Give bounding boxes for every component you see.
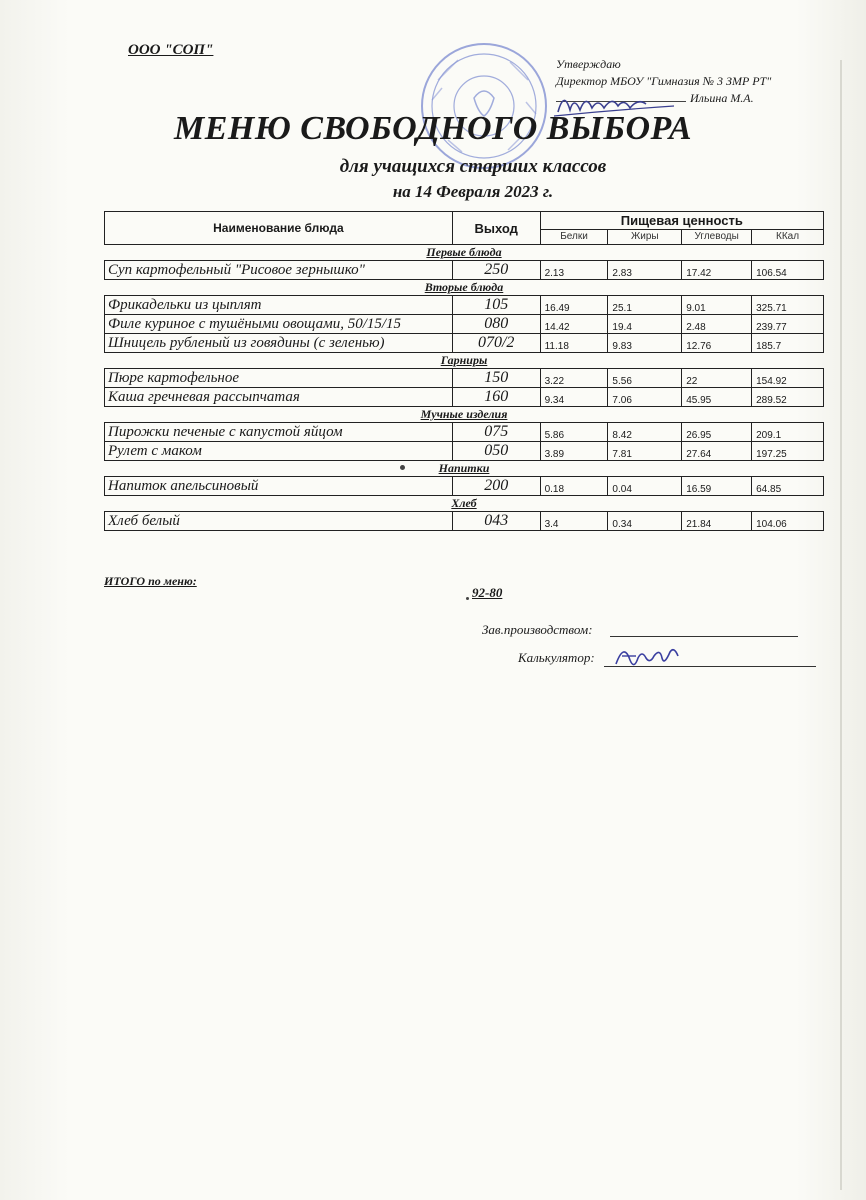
dish-name: Каша гречневая рассыпчатая (105, 388, 453, 407)
header-carbs: Углеводы (682, 229, 752, 244)
dish-output: 250 (452, 261, 540, 280)
dish-carbs: 21.84 (682, 512, 752, 531)
section-title: Вторые блюда (424, 280, 504, 294)
scan-mark (466, 597, 469, 600)
dish-name: Пирожки печеные с капустой яйцом (105, 423, 453, 442)
scan-mark (400, 465, 405, 470)
dish-protein: 9.34 (540, 388, 608, 407)
dish-kcal: 289.52 (752, 388, 824, 407)
section-header-row (105, 280, 824, 296)
dish-carbs: 45.95 (682, 388, 752, 407)
dish-fat: 7.06 (608, 388, 682, 407)
header-output: Выход (452, 212, 540, 245)
dish-kcal: 64.85 (752, 477, 824, 496)
dish-carbs: 22 (682, 369, 752, 388)
manager-signature-line (610, 636, 798, 637)
table-row (105, 512, 824, 531)
dish-kcal: 239.77 (752, 315, 824, 334)
table-row (105, 423, 824, 442)
table-row (105, 261, 824, 280)
table-row (105, 388, 824, 407)
section-header-row (105, 461, 824, 477)
dish-name: Филе куриное с тушёными овощами, 50/15/15 (105, 315, 453, 334)
calculator-signature (612, 640, 692, 672)
dish-protein: 3.89 (540, 442, 608, 461)
dish-kcal: 154.92 (752, 369, 824, 388)
dish-output: 160 (452, 388, 540, 407)
dish-protein: 3.22 (540, 369, 608, 388)
header-nutrition: Пищевая ценность (540, 212, 823, 230)
dish-output: 075 (452, 423, 540, 442)
manager-signature-row (482, 622, 593, 638)
dish-fat: 9.83 (608, 334, 682, 353)
menu-table (104, 211, 824, 531)
dish-output: 050 (452, 442, 540, 461)
dish-carbs: 12.76 (682, 334, 752, 353)
header-protein: Белки (540, 229, 608, 244)
section-header-row (105, 245, 824, 261)
table-row (105, 477, 824, 496)
dish-protein: 3.4 (540, 512, 608, 531)
dish-name: Фрикадельки из цыплят (105, 296, 453, 315)
approval-line1: Утверждаю (556, 57, 621, 71)
total-value: 92-80 (472, 585, 503, 600)
dish-carbs: 26.95 (682, 423, 752, 442)
section-title: Напитки (438, 461, 490, 475)
dish-carbs: 16.59 (682, 477, 752, 496)
calculator-label: Калькулятор: (518, 650, 595, 665)
approval-line3: Ильина М.А. (690, 91, 754, 105)
dish-output: 200 (452, 477, 540, 496)
dish-fat: 2.83 (608, 261, 682, 280)
dish-kcal: 325.71 (752, 296, 824, 315)
header-dish-name: Наименование блюда (105, 212, 453, 245)
dish-output: 080 (452, 315, 540, 334)
dish-carbs: 2.48 (682, 315, 752, 334)
dish-protein: 11.18 (540, 334, 608, 353)
organization-name: ООО "СОП" (128, 42, 214, 58)
scan-edge (840, 60, 842, 1190)
dish-kcal: 104.06 (752, 512, 824, 531)
section-title: Гарниры (440, 353, 488, 367)
total-label: ИТОГО по меню: (104, 574, 197, 588)
section-title: Первые блюда (426, 245, 502, 259)
table-row (105, 442, 824, 461)
dish-carbs: 27.64 (682, 442, 752, 461)
official-stamp (418, 40, 550, 172)
dish-kcal: 185.7 (752, 334, 824, 353)
dish-protein: 14.42 (540, 315, 608, 334)
dish-output: 043 (452, 512, 540, 531)
dish-name: Рулет с маком (105, 442, 453, 461)
section-header-row (105, 353, 824, 369)
dish-name: Суп картофельный "Рисовое зернышко" (105, 261, 453, 280)
dish-protein: 16.49 (540, 296, 608, 315)
header-fat: Жиры (608, 229, 682, 244)
dish-carbs: 17.42 (682, 261, 752, 280)
page-subtitle: для учащихся старших классов (339, 156, 607, 177)
dish-fat: 19.4 (608, 315, 682, 334)
approval-line2: Директор МБОУ "Гимназия № 3 ЗМР РТ" (556, 74, 772, 88)
dish-kcal: 209.1 (752, 423, 824, 442)
dish-protein: 2.13 (540, 261, 608, 280)
section-header-row (105, 496, 824, 512)
dish-protein: 0.18 (540, 477, 608, 496)
dish-name: Хлеб белый (105, 512, 453, 531)
dish-carbs: 9.01 (682, 296, 752, 315)
dish-kcal: 106.54 (752, 261, 824, 280)
section-header-row (105, 407, 824, 423)
dish-fat: 8.42 (608, 423, 682, 442)
dish-fat: 7.81 (608, 442, 682, 461)
section-title: Мучные изделия (420, 407, 508, 421)
header-kcal: ККал (752, 229, 824, 244)
dish-fat: 25.1 (608, 296, 682, 315)
dish-output: 070/2 (452, 334, 540, 353)
section-title: Хлеб (451, 496, 477, 510)
dish-fat: 0.04 (608, 477, 682, 496)
manager-label: Зав.производством: (482, 622, 593, 637)
dish-output: 105 (452, 296, 540, 315)
dish-name: Напиток апельсиновый (105, 477, 453, 496)
page-title: МЕНЮ СВОБОДНОГО ВЫБОРА (174, 110, 692, 147)
dish-fat: 5.56 (608, 369, 682, 388)
dish-protein: 5.86 (540, 423, 608, 442)
dish-name: Пюре картофельное (105, 369, 453, 388)
table-row (105, 296, 824, 315)
table-row (105, 334, 824, 353)
calculator-signature-row (518, 650, 595, 666)
dish-name: Шницель рубленый из говядины (с зеленью) (105, 334, 453, 353)
menu-date: на 14 Февраля 2023 г. (392, 182, 554, 201)
table-row (105, 315, 824, 334)
dish-kcal: 197.25 (752, 442, 824, 461)
dish-output: 150 (452, 369, 540, 388)
dish-fat: 0.34 (608, 512, 682, 531)
table-row (105, 369, 824, 388)
